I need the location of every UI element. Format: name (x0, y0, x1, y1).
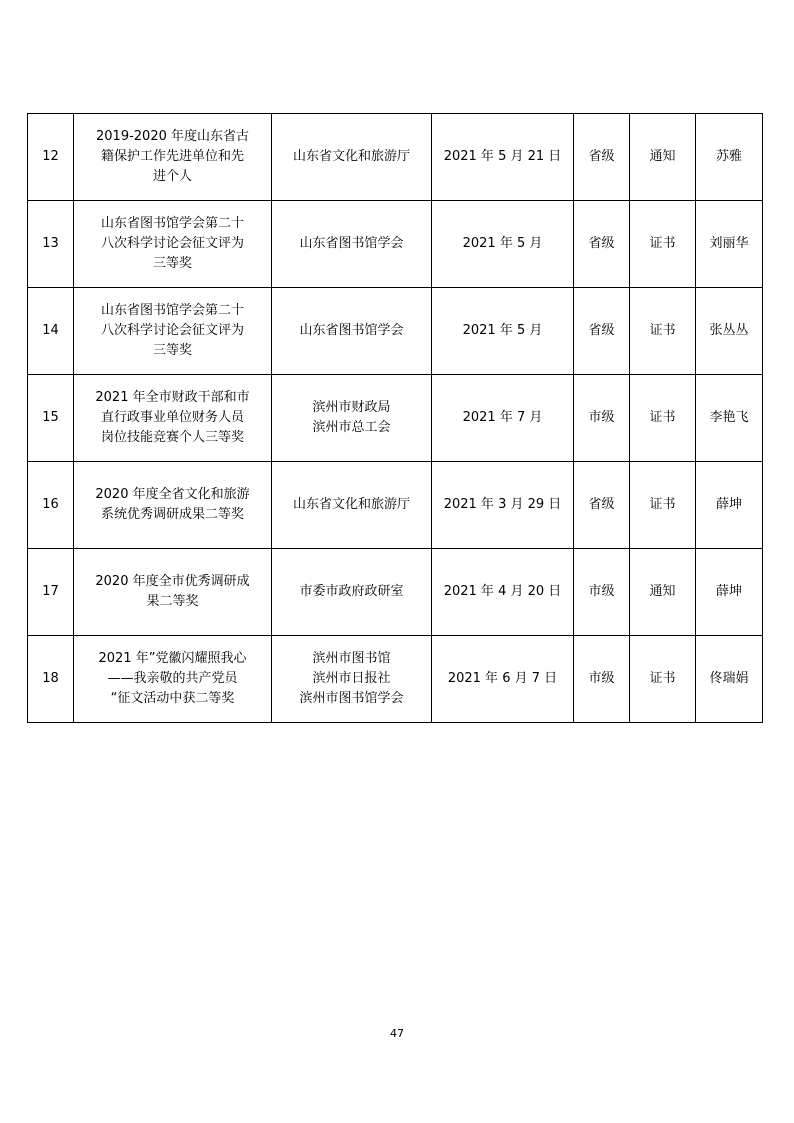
recipient: 佟瑞娟 (696, 636, 763, 723)
recipient: 薛坤 (696, 462, 763, 549)
row-number: 17 (28, 549, 74, 636)
issuing-body: 市委市政府政研室 (272, 549, 432, 636)
document-type: 证书 (630, 201, 696, 288)
document-type: 证书 (630, 288, 696, 375)
award-date: 2021 年 6 月 7 日 (432, 636, 574, 723)
award-level: 省级 (574, 201, 630, 288)
issuing-body: 山东省图书馆学会 (272, 201, 432, 288)
award-date: 2021 年 5 月 21 日 (432, 114, 574, 201)
document-type: 通知 (630, 549, 696, 636)
row-number: 18 (28, 636, 74, 723)
award-level: 省级 (574, 114, 630, 201)
award-date: 2021 年 3 月 29 日 (432, 462, 574, 549)
award-level: 市级 (574, 636, 630, 723)
award-date: 2021 年 4 月 20 日 (432, 549, 574, 636)
award-level: 市级 (574, 549, 630, 636)
table-row (28, 201, 763, 288)
table-row (28, 375, 763, 462)
document-type: 证书 (630, 636, 696, 723)
issuing-body: 山东省图书馆学会 (272, 288, 432, 375)
award-date: 2021 年 5 月 (432, 201, 574, 288)
table-row (28, 462, 763, 549)
row-number: 12 (28, 114, 74, 201)
award-date: 2021 年 7 月 (432, 375, 574, 462)
award-title: 2019-2020 年度山东省古 籍保护工作先进单位和先 进个人 (74, 114, 272, 201)
award-level: 省级 (574, 462, 630, 549)
award-title: 2021 年”党徽闪耀照我心 ——我亲敬的共产党员 “征文活动中获二等奖 (74, 636, 272, 723)
issuing-body: 山东省文化和旅游厅 (272, 114, 432, 201)
issuing-body: 滨州市图书馆 滨州市日报社 滨州市图书馆学会 (272, 636, 432, 723)
award-table (27, 113, 763, 723)
award-title: 2021 年全市财政干部和市 直行政事业单位财务人员 岗位技能竞赛个人三等奖 (74, 375, 272, 462)
table-row (28, 549, 763, 636)
recipient: 苏雅 (696, 114, 763, 201)
row-number: 14 (28, 288, 74, 375)
document-type: 通知 (630, 114, 696, 201)
row-number: 16 (28, 462, 74, 549)
recipient: 张丛丛 (696, 288, 763, 375)
row-number: 15 (28, 375, 74, 462)
award-level: 省级 (574, 288, 630, 375)
table-row (28, 288, 763, 375)
recipient: 李艳飞 (696, 375, 763, 462)
row-number: 13 (28, 201, 74, 288)
recipient: 薛坤 (696, 549, 763, 636)
award-title: 山东省图书馆学会第二十 八次科学讨论会征文评为 三等奖 (74, 288, 272, 375)
table-row (28, 114, 763, 201)
document-type: 证书 (630, 462, 696, 549)
table-row (28, 636, 763, 723)
award-date: 2021 年 5 月 (432, 288, 574, 375)
page-number: 47 (390, 1027, 404, 1040)
award-title: 山东省图书馆学会第二十 八次科学讨论会征文评为 三等奖 (74, 201, 272, 288)
award-level: 市级 (574, 375, 630, 462)
award-title: 2020 年度全市优秀调研成 果二等奖 (74, 549, 272, 636)
issuing-body: 滨州市财政局 滨州市总工会 (272, 375, 432, 462)
award-title: 2020 年度全省文化和旅游 系统优秀调研成果二等奖 (74, 462, 272, 549)
issuing-body: 山东省文化和旅游厅 (272, 462, 432, 549)
recipient: 刘丽华 (696, 201, 763, 288)
document-type: 证书 (630, 375, 696, 462)
